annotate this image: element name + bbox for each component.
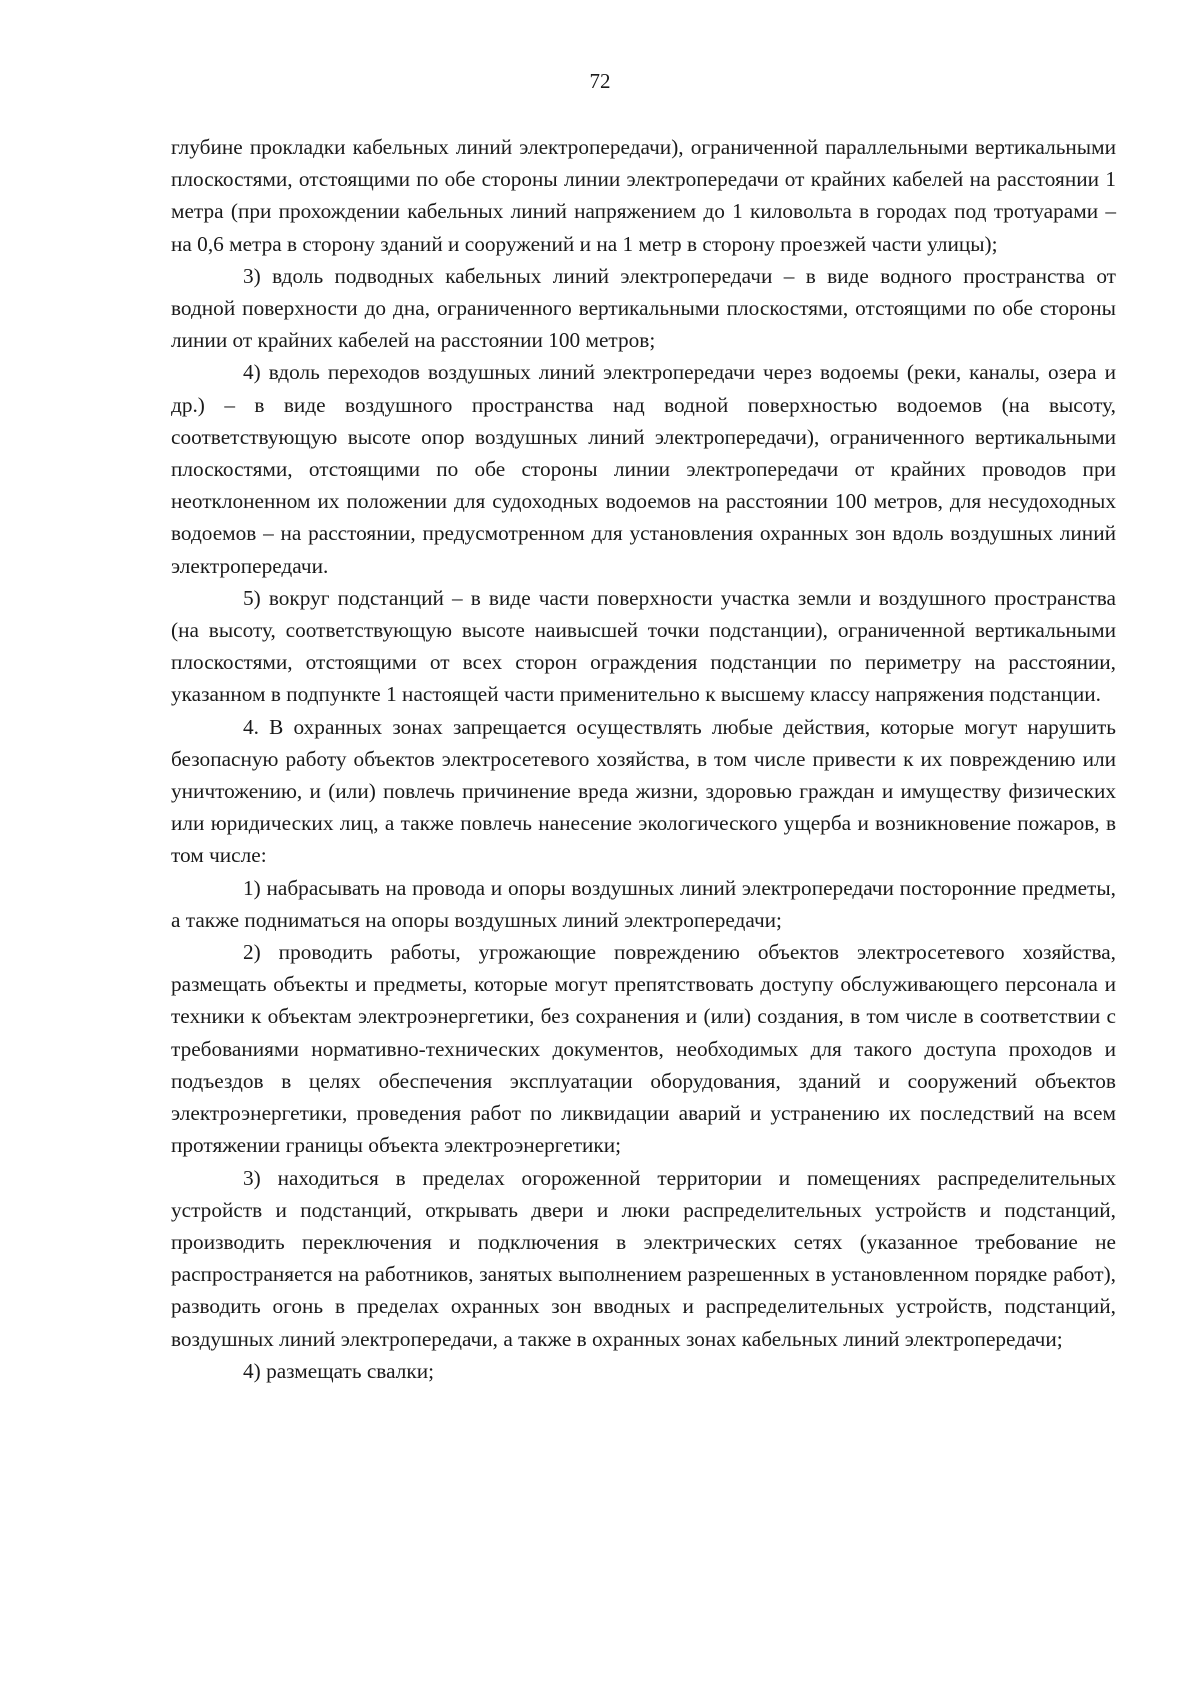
- page-number: 72: [589, 69, 611, 93]
- paragraph-prohibition-4: 4) размещать свалки;: [243, 1358, 435, 1383]
- paragraph-section-4-prohibitions: 4. В охранных зонах запрещается осуществлять любые действия, которые могут нарушить безопасную работу объектов электросетевого хозяйства, в том числе привести к их повреждению или уничтожению, и (или) повлечь причинение вреда жизни, здоровью граждан и имуществу физических или юридических лиц, а также повлечь нанесение экологического ущерба и возникновение пожаров, в том числе:: [171, 714, 1116, 868]
- paragraph-prohibition-1: 1) набрасывать на провода и опоры воздушных линий электропередачи посторонние предметы, а также подниматься на опоры воздушных линий электропередачи;: [171, 875, 1116, 932]
- paragraph-item-5-substations: 5) вокруг подстанций – в виде части поверхности участка земли и воздушного пространства (на высоту, соответствующую высоте наивысшей точки подстанции), ограниченной вертикальными плоскостями, отстоящими от всех сторон ограждения подстанции по периметру на расстоянии, указанном в подпункте 1 настоящей части применительно к высшему классу напряжения подстанции.: [171, 585, 1116, 707]
- paragraph-item-3-underwater-cables: 3) вдоль подводных кабельных линий электропередачи – в виде водного пространства от водной поверхности до дна, ограниченного вертикальными плоскостями, отстоящими по обе стороны линии от крайних кабелей на расстоянии 100 метров;: [171, 263, 1116, 353]
- paragraph-prohibition-2: 2) проводить работы, угрожающие повреждению объектов электросетевого хозяйства, размещать объекты и предметы, которые могут препятствовать доступу обслуживающего персонала и техники к объектам электроэнергетики, без сохранения и (или) создания, в том числе в соответствии с требованиями нормативно-технических документов, необходимых для такого доступа проходов и подъездов в целях обеспечения эксплуатации оборудования, зданий и сооружений объектов электроэнергетики, проведения работ по ликвидации аварий и устранению их последствий на всем протяжении границы объекта электроэнергетики;: [171, 940, 1116, 1158]
- paragraph-item-4-water-crossings: 4) вдоль переходов воздушных линий электропередачи через водоемы (реки, каналы, озера и др.) – в виде воздушного пространства над водной поверхностью водоемов (на высоту, соответствующую высоте опор воздушных линий электропередачи), ограниченного вертикальными плоскостями, отстоящими по обе стороны линии электропередачи от крайних проводов при неотклоненном их положении для судоходных водоемов на расстоянии 100 метров, для несудоходных водоемов – на расстоянии, предусмотренном для установления охранных зон вдоль воздушных линий электропередачи.: [171, 360, 1116, 578]
- paragraph-continuation: глубине прокладки кабельных линий электропередачи), ограниченной параллельными вертикальными плоскостями, отстоящими по обе стороны линии электропередачи от крайних кабелей на расстоянии 1 метра (при прохождении кабельных линий напряжением до 1 киловольта в городах под тротуарами – на 0,6 метра в сторону зданий и сооружений и на 1 метр в сторону проезжей части улицы);: [171, 135, 1116, 256]
- document-body: [171, 131, 1116, 1387]
- paragraph-prohibition-3: 3) находиться в пределах огороженной территории и помещениях распределительных устройств и подстанций, открывать двери и люки распределительных устройств и подстанций, производить переключения и подключения в электрических сетях (указанное требование не распространяется на работников, занятых выполнением разрешенных в установленном порядке работ), разводить огонь в пределах охранных зон вводных и распределительных устройств, подстанций, воздушных линий электропередачи, а также в охранных зонах кабельных линий электропередачи;: [171, 1165, 1116, 1351]
